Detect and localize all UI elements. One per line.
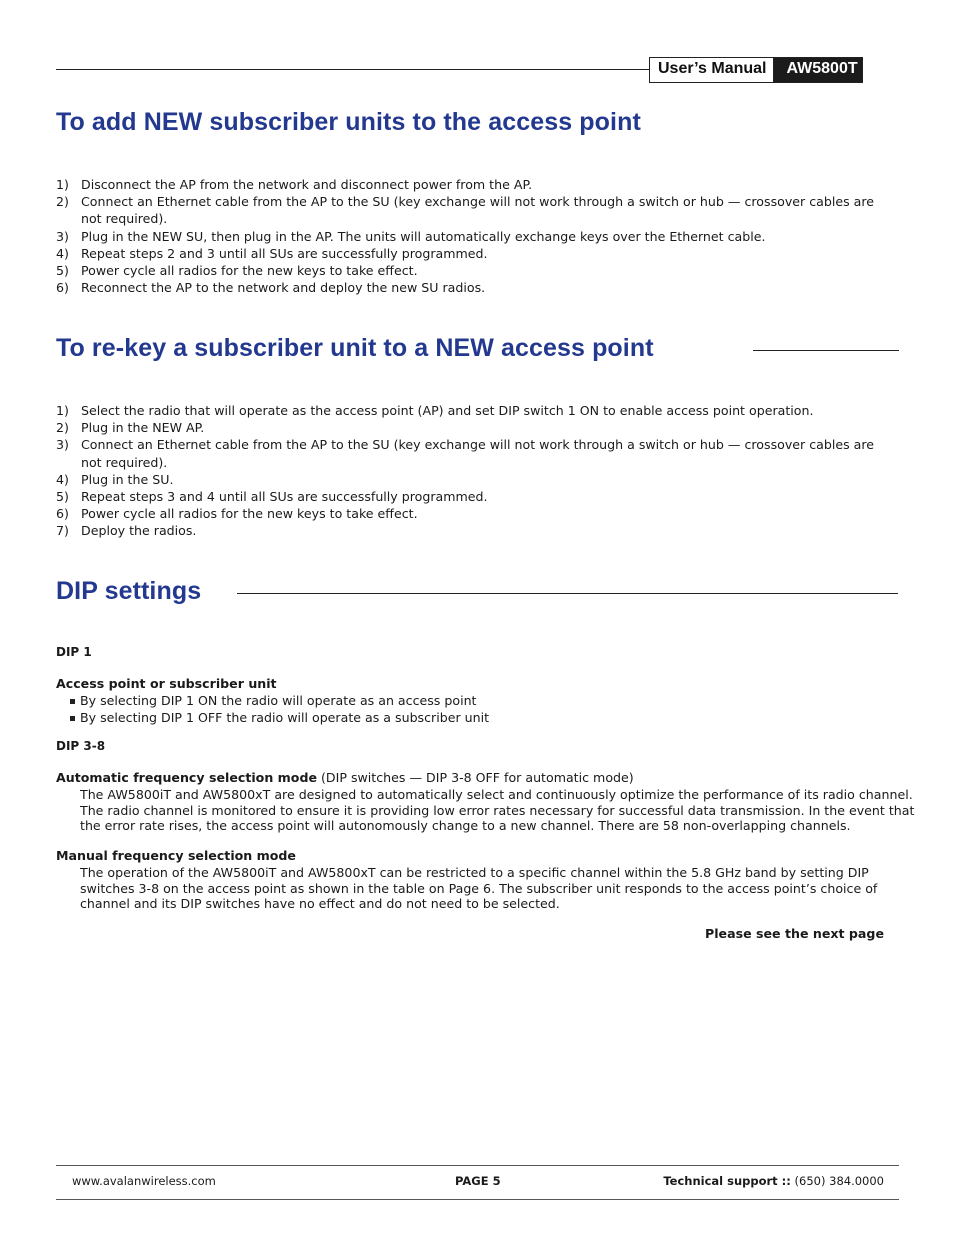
footer-bottom-rule bbox=[56, 1199, 899, 1200]
list-item: By selecting DIP 1 ON the radio will operate as an access point bbox=[69, 692, 489, 709]
step-text: Connect an Ethernet cable from the AP to the SU (key exchange will not work through a switch or hub — crossover cables are not required). bbox=[81, 437, 875, 470]
rekey-steps-list bbox=[56, 402, 896, 540]
list-item bbox=[56, 505, 896, 522]
step-text: Deploy the radios. bbox=[81, 523, 197, 539]
list-item bbox=[56, 471, 896, 488]
header-title-box bbox=[649, 57, 863, 83]
bullet-icon bbox=[70, 699, 75, 704]
header-rule bbox=[56, 69, 650, 70]
list-item bbox=[56, 193, 896, 227]
footer-top-rule bbox=[56, 1165, 899, 1166]
footer-website: www.avalanwireless.com bbox=[72, 1174, 216, 1188]
text-line: The radio channel is monitored to ensure it is providing low error rates necessary for successful data transmission. In the event that bbox=[80, 802, 915, 818]
step-text: Reconnect the AP to the network and deploy the new SU radios. bbox=[81, 280, 486, 296]
auto-mode-note: (DIP switches — DIP 3-8 OFF for automatic mode) bbox=[317, 770, 634, 785]
list-item: By selecting DIP 1 OFF the radio will operate as a subscriber unit bbox=[69, 709, 489, 726]
step-number: 3) bbox=[56, 437, 69, 453]
step-number: 1) bbox=[56, 177, 69, 192]
text-line: The AW5800iT and AW5800xT are designed to automatically select and continuously optimize the performance of its radio channel. bbox=[80, 787, 913, 802]
step-text: Plug in the NEW SU, then plug in the AP. The units will automatically exchange keys over the Ethernet cable. bbox=[81, 228, 766, 244]
step-text: Repeat steps 3 and 4 until all SUs are successfully programmed. bbox=[81, 489, 488, 505]
step-text: Power cycle all radios for the new keys to take effect. bbox=[81, 263, 418, 279]
step-number: 2) bbox=[56, 420, 69, 436]
text-line: the error rate rises, the access point will autonomously change to a new channel. There are 58 non-overlapping channels. bbox=[80, 818, 851, 833]
step-text: Plug in the SU. bbox=[81, 471, 174, 487]
list-item bbox=[56, 402, 896, 419]
text-line: The operation of the AW5800iT and AW5800xT can be restricted to a specific channel within the 5.8 GHz band by setting DIP bbox=[80, 865, 869, 880]
step-number: 6) bbox=[56, 280, 69, 296]
list-item bbox=[56, 262, 896, 279]
list-item bbox=[56, 436, 896, 470]
list-item bbox=[56, 522, 896, 539]
step-number: 3) bbox=[56, 228, 69, 244]
text-line: channel and its DIP switches have no effect and do not need to be selected. bbox=[80, 896, 560, 911]
step-text: Select the radio that will operate as the access point (AP) and set DIP switch 1 ON to enable access point operation. bbox=[81, 403, 814, 418]
dip1-label: DIP 1 bbox=[56, 645, 92, 659]
step-number: 5) bbox=[56, 489, 69, 505]
manual-label: User’s Manual bbox=[650, 58, 774, 82]
step-text: Repeat steps 2 and 3 until all SUs are successfully programmed. bbox=[81, 245, 488, 261]
list-item bbox=[56, 488, 896, 505]
step-number: 2) bbox=[56, 194, 69, 210]
step-text: Power cycle all radios for the new keys to take effect. bbox=[81, 506, 418, 522]
footer-support bbox=[663, 1174, 884, 1188]
manual-mode-heading: Manual frequency selection mode bbox=[56, 848, 296, 863]
step-number: 4) bbox=[56, 471, 69, 487]
footer-page-number: PAGE 5 bbox=[455, 1174, 501, 1188]
step-number: 7) bbox=[56, 523, 69, 539]
section-rekey-title: To re-key a subscriber unit to a NEW access point bbox=[56, 334, 654, 362]
step-number: 4) bbox=[56, 245, 69, 261]
list-item bbox=[56, 419, 896, 436]
section-rekey-rule bbox=[753, 350, 899, 351]
list-item bbox=[56, 279, 896, 296]
list-item bbox=[56, 228, 896, 245]
add-steps-list bbox=[56, 176, 896, 296]
manual-mode-description bbox=[80, 865, 877, 912]
list-item bbox=[56, 245, 896, 262]
step-text: Plug in the NEW AP. bbox=[81, 420, 205, 436]
step-number: 6) bbox=[56, 506, 69, 522]
section-add-title: To add NEW subscriber units to the access point bbox=[56, 108, 641, 136]
support-label: Technical support :: bbox=[663, 1174, 791, 1188]
text-line: switches 3-8 on the access point as shown in the table on Page 6. The subscriber unit responds to the access point’s choice of bbox=[80, 880, 878, 896]
dip38-label: DIP 3-8 bbox=[56, 739, 106, 753]
step-text: Disconnect the AP from the network and disconnect power from the AP. bbox=[81, 177, 533, 192]
auto-mode-heading: Automatic frequency selection mode bbox=[56, 770, 318, 785]
auto-mode-line bbox=[56, 770, 634, 786]
dip1-bullets bbox=[69, 692, 489, 726]
ap-su-heading: Access point or subscriber unit bbox=[56, 676, 277, 691]
step-number: 5) bbox=[56, 263, 69, 279]
list-item bbox=[56, 176, 896, 193]
support-phone: (650) 384.0000 bbox=[790, 1174, 884, 1188]
step-text: Connect an Ethernet cable from the AP to the SU (key exchange will not work through a switch or hub — crossover cables are not required). bbox=[81, 194, 875, 227]
section-dip-rule bbox=[237, 593, 898, 594]
bullet-icon bbox=[70, 716, 75, 721]
auto-mode-description bbox=[80, 787, 914, 834]
step-number: 1) bbox=[56, 403, 69, 418]
model-label: AW5800T bbox=[774, 58, 862, 82]
section-dip-title: DIP settings bbox=[56, 577, 202, 605]
next-page-note: Please see the next page bbox=[705, 926, 884, 941]
